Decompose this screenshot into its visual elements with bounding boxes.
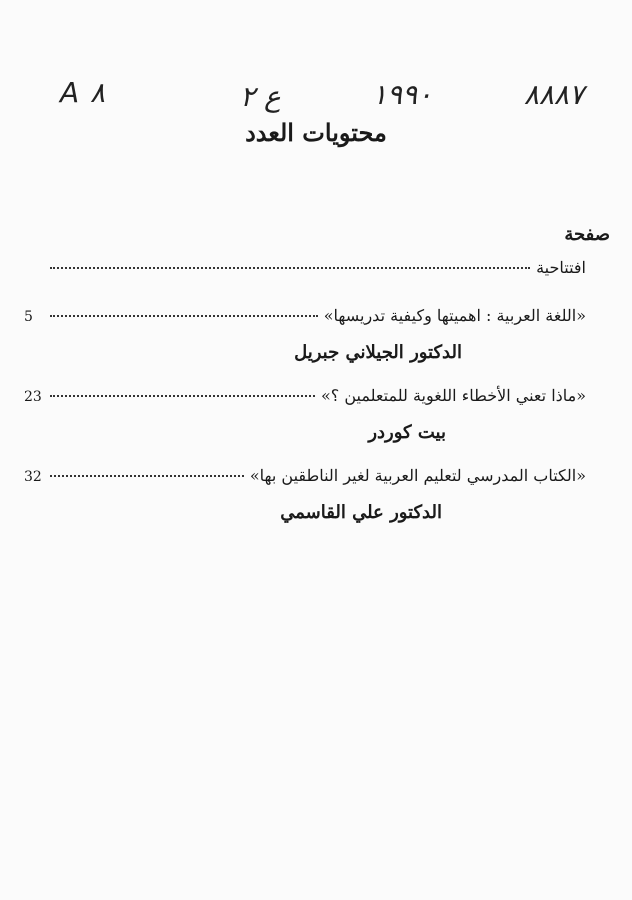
toc-entry-title: «الكتاب المدرسي لتعليم العربية لغير الناطقين بها»: [249, 466, 586, 485]
toc-entry: [24, 386, 586, 405]
toc-entry-author: الدكتور الجيلاني جبريل: [294, 342, 462, 363]
toc-entry-title: «اللغة العربية : اهميتها وكيفية تدريسها»: [323, 306, 586, 325]
toc-entry: [24, 466, 586, 485]
toc-entry-author: بيت كوردر: [368, 422, 446, 443]
toc-entry-page: 5: [24, 309, 33, 325]
handwritten-issue: ع ٢: [240, 80, 281, 113]
handwritten-code: A ۸: [60, 76, 106, 109]
dot-leader: [50, 267, 530, 269]
toc-entry-title: «ماذا تعني الأخطاء اللغوية للمتعلمين ؟»: [321, 386, 586, 405]
toc-entry-page: 32: [24, 469, 42, 485]
dot-leader: [50, 475, 244, 477]
toc-entry: [24, 306, 586, 325]
toc-entry: [24, 258, 586, 277]
handwritten-year: ۱۹۹۰: [372, 78, 433, 111]
toc-entry-title: افتتاحية: [536, 258, 586, 277]
toc-entry-author: الدكتور علي القاسمي: [280, 502, 442, 523]
dot-leader: [50, 395, 315, 397]
dot-leader: [50, 315, 318, 317]
page-column-header: صفحة: [564, 224, 610, 245]
handwritten-number: ۸۸۸۷: [523, 78, 584, 111]
page-title: محتويات العدد: [245, 118, 387, 147]
toc-entry-page: 23: [24, 389, 42, 405]
